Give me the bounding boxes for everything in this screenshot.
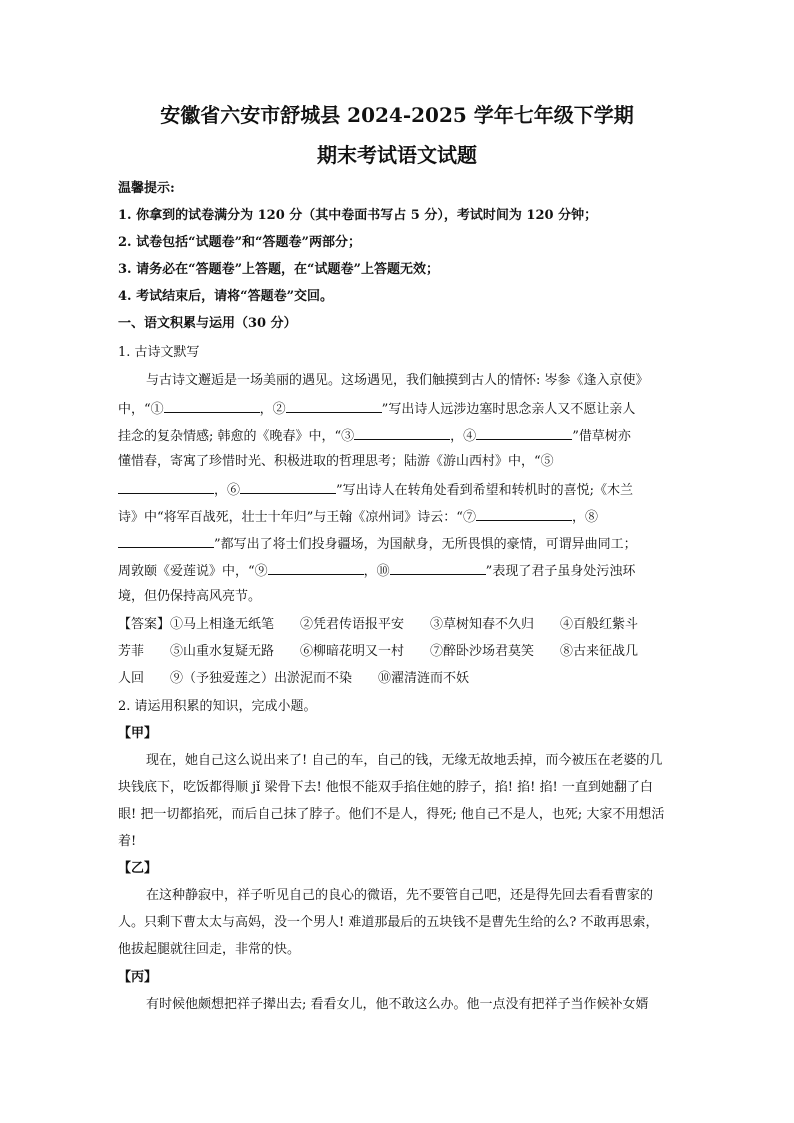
passage-jia-label: 【甲】 <box>118 726 158 741</box>
passage-jia-line: 眼! 把一切都掐死，而后自己抹了脖子。他们不是人，得死; 他自己不是人，也死; 大家不用想活 <box>118 807 665 822</box>
answer-blank[interactable] <box>354 426 450 440</box>
passage-yi-line: 在这种静寂中，祥子听见自己的良心的微语，先不要管自己吧，还是得先回去看看曹家的 <box>146 888 654 903</box>
passage-bing-label: 【丙】 <box>118 970 158 985</box>
q1-paragraph-line: 挂念的复杂情感; 韩愈的《晚春》中，“③ ，④ ”借草树亦 <box>118 426 678 446</box>
answer-blank[interactable] <box>268 561 364 575</box>
question-1-heading: 1. 古诗文默写 <box>118 345 200 360</box>
answer-blank[interactable] <box>286 399 382 413</box>
passage-yi-label: 【乙】 <box>118 861 158 876</box>
q1-paragraph-line: 境，但仍保持高风亮节。 <box>118 589 262 604</box>
passage-bing-line: 有时候他颇想把祥子撵出去; 看看女儿，他不敢这么办。他一点没有把祥子当作候补女婿 <box>146 997 649 1012</box>
tip-2: 2. 试卷包括“试题卷”和“答题卷”两部分； <box>118 235 362 250</box>
passage-yi-line: 人。只剩下曹太太与高妈，没一个男人! 难道那最后的五块钱不是曹先生给的么? 不敢再思索， <box>118 915 659 930</box>
q1-paragraph-line: 诗》中“将军百战死，壮士十年归”与王翰《凉州词》诗云：“⑦ ，⑧ <box>118 507 678 527</box>
answer-line: 人回 ⑨（予独爱莲之）出淤泥而不染 ⑩濯清涟而不妖 <box>118 671 470 686</box>
answer-line: 【答案】①马上相逢无纸笔 ②凭君传语报平安 ③草树知春不久归 ④百般红紫斗 <box>118 617 639 632</box>
question-2-heading: 2. 请运用积累的知识，完成小题。 <box>118 699 317 714</box>
answer-blank[interactable] <box>390 561 486 575</box>
answer-blank[interactable] <box>118 480 214 494</box>
q1-paragraph-line: 懂惜春，寄寓了珍惜时光、积极进取的哲理思考；陆游《游山西村》中，“⑤ <box>118 454 554 469</box>
answer-blank[interactable] <box>164 399 260 413</box>
answer-line: 芳菲 ⑤山重水复疑无路 ⑥柳暗花明又一村 ⑦醉卧沙场君莫笑 ⑧古来征战几 <box>118 644 639 659</box>
tip-3: 3. 请务必在“答题卷”上答题，在“试题卷”上答题无效； <box>118 262 440 277</box>
q1-paragraph-line: ，⑥ ”写出诗人在转角处看到希望和转机时的喜悦;《木兰 <box>118 480 678 500</box>
tips-heading: 温馨提示: <box>118 181 175 196</box>
answer-blank[interactable] <box>118 534 214 548</box>
q1-paragraph-line: ”都写出了将士们投身疆场，为国献身，无所畏惧的豪情，可谓异曲同工； <box>118 534 678 554</box>
q1-paragraph-line: 周敦颐《爱莲说》中，“⑨ ，⑩ ”表现了君子虽身处污浊环 <box>118 561 678 581</box>
passage-jia-line: 现在，她自己这么说出来了! 自己的车，自己的钱，无缘无故地丢掉，而今被压在老婆的几 <box>146 753 663 768</box>
section-1-heading: 一、语文积累与运用（30 分） <box>118 316 297 331</box>
passage-jia-line: 着! <box>118 834 137 849</box>
q1-paragraph-line: 中，“① ，② ”写出诗人远涉边塞时思念亲人又不愿让亲人 <box>118 399 678 419</box>
page-subtitle: 期末考试语文试题 <box>317 143 477 167</box>
answer-blank[interactable] <box>476 426 572 440</box>
tip-1: 1. 你拿到的试卷满分为 120 分（其中卷面书写占 5 分），考试时间为 120 分钟； <box>118 208 598 223</box>
passage-yi-line: 他拔起腿就往回走，非常的快。 <box>118 942 301 957</box>
tip-4: 4. 考试结束后，请将“答题卷”交回。 <box>118 289 334 304</box>
answer-blank[interactable] <box>240 480 336 494</box>
page-title: 安徽省六安市舒城县 2024-2025 学年七年级下学期 <box>160 103 634 127</box>
answer-blank[interactable] <box>476 507 572 521</box>
q1-paragraph-line: 与古诗文邂逅是一场美丽的遇见。这场遇见，我们触摸到古人的情怀: 岑参《逢入京使》 <box>146 373 649 388</box>
passage-jia-line: 块钱底下，吃饭都得顺 jǐ 梁骨下去! 他恨不能双手掐住她的脖子，掐! 掐! 掐! 一直到她翻了白 <box>118 780 653 795</box>
